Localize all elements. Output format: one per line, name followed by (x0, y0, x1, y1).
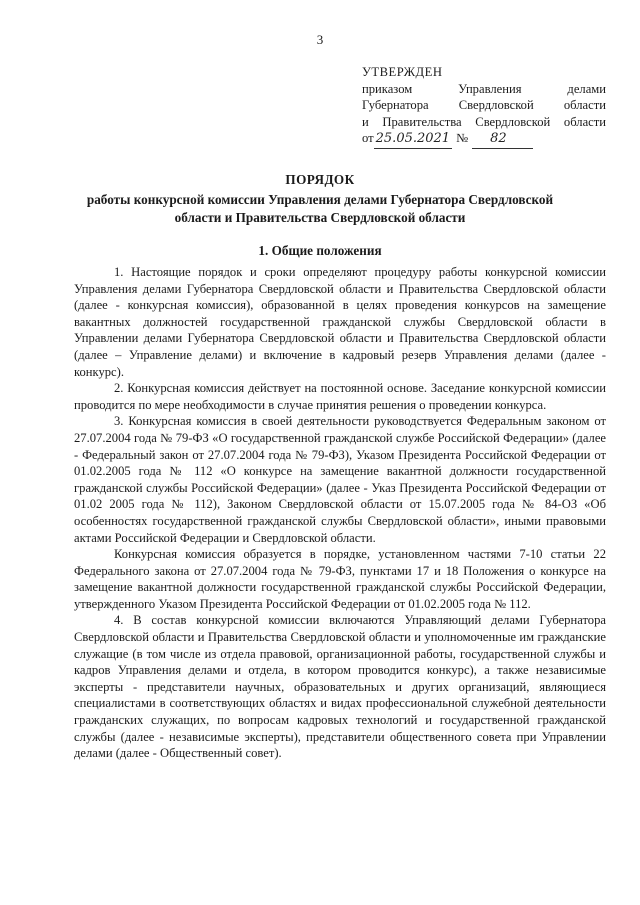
paragraph-2: 2. Конкурсная комиссия действует на постоянной основе. Заседание конкурсной комиссии проводится по мере необходимости в случае принятия решения о проведении конкурса. (74, 381, 606, 412)
number-prefix: № (456, 131, 469, 145)
page-number: 3 (316, 32, 324, 47)
paragraph-3-continued: Конкурсная комиссия образуется в порядке, установленном частями 7-10 статьи 22 Федерального закона от 27.07.2004 года № 79-ФЗ, пунктами 17 и 18 Положения о конкурсе на замещение вакантной должности государственной гражданской службы Российской Федерации, утвержденного Указом Президента Российской Федерации от 01.02.2005 года № 112. (74, 547, 606, 611)
approval-date-line (362, 130, 606, 149)
approval-heading: УТВЕРЖДЕН (362, 65, 443, 79)
approval-line-3: и Правительства Свердловской области (362, 114, 606, 129)
handwritten-number: 82 (472, 131, 533, 149)
document-title: ПОРЯДОК (285, 172, 355, 187)
date-prefix: от (362, 131, 374, 145)
paragraph-3: 3. Конкурсная комиссия в своей деятельности руководствуется Федеральным законом от 27.07.2004 года № 79-ФЗ «О государственной гражданской службе Российской Федерации» (далее - Федеральный закон от 27.07.2004 года № 79-ФЗ), Указом Президента Российской Федерации от 01.02.2005 года № 112 «О конкурсе на замещение вакантной должности государственной гражданской службы Российской Федерации» (далее - Указ Президента Российской Федерации от 01.02 2005 года № 112), Законом Свердловской области от 15.07.2005 года № 84-ОЗ «Об особенностях государственной гражданской службы Свердловской области», иными правовыми актами Российской Федерации и Свердловской области. (74, 414, 606, 545)
paragraph-1: 1. Настоящие порядок и сроки определяют процедуру работы конкурсной комиссии Управления делами Губернатора Свердловской области и Правительства Свердловской области (далее - конкурсная комиссия), образованной в целях проведения конкурсов на замещение вакантных должностей государственной гражданской службы Свердловской области в Управлении делами Губернатора Свердловской области и Правительства Свердловской области (далее – Управление делами) и включение в кадровый резерв Управления делами (далее - конкурс). (74, 265, 606, 379)
section-heading: 1. Общие положения (258, 243, 382, 258)
approval-stamp (362, 64, 606, 149)
paragraph-4: 4. В состав конкурсной комиссии включаются Управляющий делами Губернатора Свердловской области и Правительства Свердловской области и уполномоченные им гражданские служащие (в том числе из отдела правовой, организационной работы, государственной службы и кадров Управления делами и отдела, в котором проводится конкурс), а также независимые эксперты - представители научных, образовательных и других организаций, являющиеся специалистами в соответствующих областях и видах профессиональной служебной деятельности гражданских служащих, по вопросам кадровых технологий и государственной гражданской службы (далее - независимые эксперты), представители общественного совета при Управлении делами (далее - Общественный совет). (74, 613, 606, 761)
document-subtitle: работы конкурсной комиссии Управления делами Губернатора Свердловской области и Правительства Свердловской области (86, 192, 554, 225)
approval-line-1: приказом Управления делами (362, 81, 606, 96)
handwritten-date: 25.05.2021 (374, 131, 452, 149)
document-body (74, 264, 606, 762)
approval-line-2: Губернатора Свердловской области (362, 98, 606, 112)
